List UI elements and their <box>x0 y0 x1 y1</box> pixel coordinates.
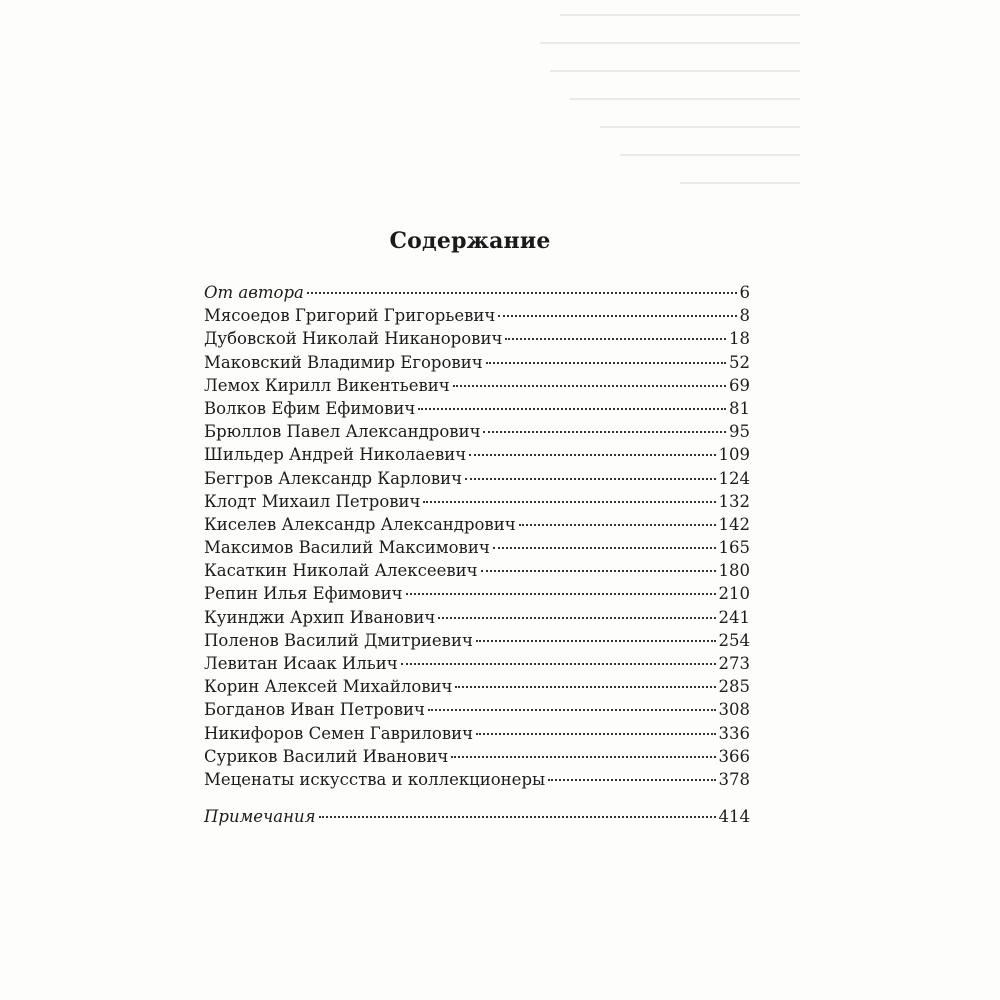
toc-entry-page: 132 <box>718 491 750 511</box>
toc-entry-page: 52 <box>729 352 750 372</box>
dot-leader <box>438 617 715 619</box>
toc-entry-page: 308 <box>718 700 750 720</box>
toc-entry-page: 81 <box>729 398 750 418</box>
dot-leader <box>483 431 726 433</box>
toc-entry-title: Никифоров Семен Гаврилович <box>204 723 474 743</box>
toc-entry-page: 142 <box>718 514 750 534</box>
toc-entry-page: 109 <box>718 445 750 465</box>
toc-entry-title: Дубовской Николай Никанорович <box>204 329 503 349</box>
toc-entry-title: Примечания <box>204 807 316 827</box>
toc-entry-title: Маковский Владимир Егорович <box>204 352 483 372</box>
toc-entry-title: Суриков Василий Иванович <box>204 746 449 766</box>
toc-entry <box>204 559 750 582</box>
dot-leader <box>465 478 715 480</box>
toc-entry <box>204 629 750 652</box>
toc-entry-page: 95 <box>729 422 750 442</box>
dot-leader <box>493 547 716 549</box>
dot-leader <box>481 570 716 572</box>
toc-entry-page: 8 <box>739 306 750 326</box>
toc-entry-title: Касаткин Николай Алексеевич <box>204 561 478 581</box>
toc-entry-page: 165 <box>718 538 750 558</box>
toc-entry-title: Богданов Иван Петрович <box>204 700 425 720</box>
dot-leader <box>401 663 716 665</box>
toc-entry <box>204 652 750 675</box>
toc-entry <box>204 698 750 721</box>
toc-entry-title: Волков Ефим Ефимович <box>204 398 416 418</box>
toc-entry-title: Левитан Исаак Ильич <box>204 654 398 673</box>
dot-leader <box>476 640 716 642</box>
dot-leader <box>406 593 716 595</box>
toc-entry <box>204 536 750 559</box>
dot-leader <box>476 733 715 735</box>
toc-entry <box>204 397 750 420</box>
toc-entry <box>204 351 750 374</box>
toc-entry-page: 273 <box>718 654 750 673</box>
toc-entry <box>204 443 750 466</box>
toc-entry-page: 366 <box>718 746 750 766</box>
toc-entry-title: Киселев Александр Александрович <box>204 514 516 534</box>
toc-entry <box>204 722 750 745</box>
dot-leader <box>418 408 726 410</box>
bleed-through-text <box>520 0 820 210</box>
dot-leader <box>453 385 726 387</box>
toc-entry-title: Брюллов Павел Александрович <box>204 422 481 442</box>
toc-entry <box>204 327 750 350</box>
toc-entry <box>204 805 750 828</box>
toc-entry-title: Куинджи Архип Иванович <box>204 607 436 627</box>
dot-leader <box>498 315 736 317</box>
table-of-contents <box>204 281 750 828</box>
dot-leader <box>428 709 716 711</box>
toc-entry-page: 18 <box>729 329 750 349</box>
toc-entry-page: 180 <box>718 561 750 581</box>
toc-entry <box>204 490 750 513</box>
toc-entry-title: Мясоедов Григорий Григорьевич <box>204 306 496 326</box>
toc-entry <box>204 582 750 605</box>
toc-entry-title: Максимов Василий Максимович <box>204 538 490 558</box>
toc-entry <box>204 374 750 397</box>
toc-entry-page: 336 <box>718 723 750 743</box>
toc-entry-title: Клодт Михаил Петрович <box>204 491 421 511</box>
dot-leader <box>455 686 715 688</box>
toc-entry <box>204 467 750 490</box>
toc-entry <box>204 304 750 327</box>
toc-entry-page: 124 <box>718 468 750 488</box>
toc-entry-page: 241 <box>718 607 750 627</box>
toc-entry <box>204 606 750 629</box>
toc-entry-title: Корин Алексей Михайлович <box>204 677 453 697</box>
toc-entry <box>204 420 750 443</box>
toc-entry-page: 414 <box>718 807 750 827</box>
toc-entry <box>204 675 750 698</box>
toc-entry-title: Меценаты искусства и коллекционеры <box>204 769 546 789</box>
dot-leader <box>423 501 715 503</box>
dot-leader <box>486 362 726 364</box>
toc-entry <box>204 281 750 304</box>
dot-leader <box>548 779 715 781</box>
dot-leader <box>505 338 726 340</box>
toc-entry-page: 69 <box>729 375 750 395</box>
section-gap <box>204 791 750 805</box>
dot-leader <box>319 816 716 818</box>
page-title: Содержание <box>389 228 551 254</box>
toc-entry <box>204 513 750 536</box>
dot-leader <box>307 292 737 294</box>
toc-entry-page: 285 <box>718 677 750 697</box>
toc-entry <box>204 768 750 791</box>
dot-leader <box>519 524 716 526</box>
dot-leader <box>469 454 715 456</box>
toc-entry-page: 6 <box>739 283 750 302</box>
toc-entry-title: Репин Илья Ефимович <box>204 584 403 604</box>
toc-entry <box>204 745 750 768</box>
toc-entry-title: Лемох Кирилл Викентьевич <box>204 375 450 395</box>
toc-entry-page: 210 <box>718 584 750 604</box>
toc-entry-title: Беггров Александр Карлович <box>204 468 463 488</box>
toc-entry-title: Поленов Василий Дмитриевич <box>204 630 473 650</box>
dot-leader <box>451 756 715 758</box>
toc-entry-title: От автора <box>204 283 304 302</box>
toc-entry-page: 254 <box>718 630 750 650</box>
toc-entry-title: Шильдер Андрей Николаевич <box>204 445 467 465</box>
toc-entry-page: 378 <box>718 769 750 789</box>
